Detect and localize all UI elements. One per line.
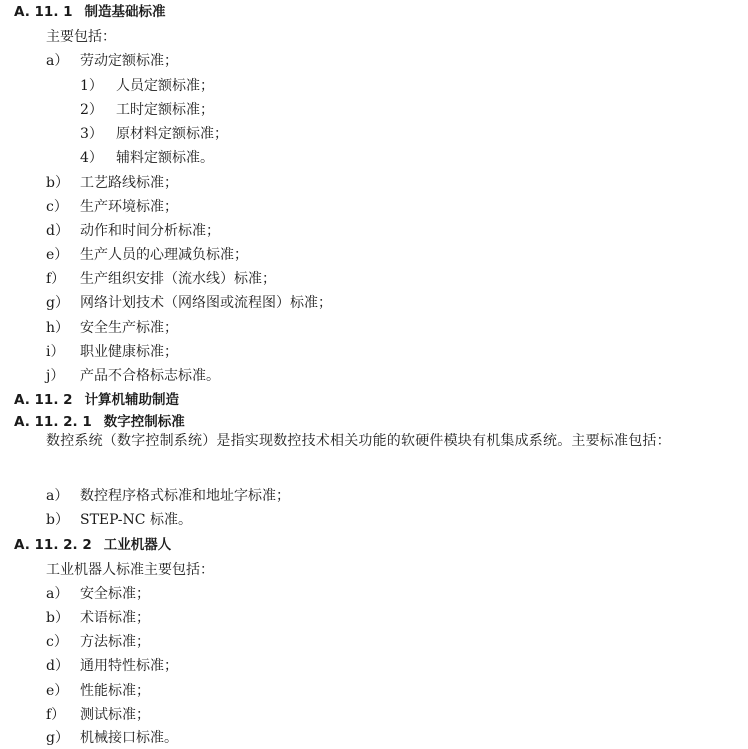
list-marker: e） <box>46 683 69 699</box>
list-text: 产品不合格标志标准。 <box>80 368 220 384</box>
list-text: 术语标准； <box>80 610 150 626</box>
list-text: 动作和时间分析标准； <box>80 223 220 239</box>
list-item <box>46 342 178 362</box>
list-item <box>46 681 150 701</box>
list-item <box>46 608 150 628</box>
list-item <box>46 221 220 241</box>
list-item <box>46 293 332 313</box>
list-text: 网络计划技术（网络图或流程图）标准； <box>80 295 332 311</box>
list-marker: i） <box>46 344 65 360</box>
list-item <box>46 366 220 386</box>
sub-list-item <box>80 76 214 96</box>
intro-text: 主要包括： <box>46 29 116 45</box>
list-marker: g） <box>46 295 69 311</box>
list-marker: b） <box>46 610 69 626</box>
heading-number: A. 11. 2 <box>14 392 73 408</box>
list-marker: 1） <box>80 78 103 94</box>
paragraph-cnc-system: 数控系统（数字控制系统）是指实现数控技术相关功能的软硬件模块有机集成系统。主要标准包括： <box>46 433 671 449</box>
list-item <box>46 656 178 676</box>
list-marker: c） <box>46 634 68 650</box>
list-marker: d） <box>46 658 69 674</box>
list-text: 工艺路线标准； <box>80 175 178 191</box>
sub-list-item <box>80 148 214 168</box>
list-marker: c） <box>46 199 68 215</box>
list-marker: a） <box>46 488 69 504</box>
list-text: STEP-NC 标准。 <box>80 512 192 528</box>
list-text: 原材料定额标准； <box>116 126 228 142</box>
heading-title: 数字控制标准 <box>103 414 185 430</box>
list-marker: g） <box>46 730 69 746</box>
list-text: 劳动定额标准； <box>80 53 178 69</box>
list-text: 机械接口标准。 <box>80 730 178 746</box>
intro-text: 工业机器人标准主要包括： <box>46 562 214 578</box>
list-item <box>46 245 248 265</box>
heading-number: A. 11. 1 <box>14 4 73 20</box>
list-text: 数控程序格式标准和地址字标准； <box>80 488 290 504</box>
list-marker: f） <box>46 271 66 287</box>
list-text: 安全标准； <box>80 586 150 602</box>
list-text: 工时定额标准； <box>116 102 214 118</box>
list-marker: 4） <box>80 150 103 166</box>
list-marker: e） <box>46 247 69 263</box>
heading-title: 制造基础标准 <box>84 4 166 20</box>
heading-a-11-2-2 <box>14 535 171 555</box>
heading-title: 计算机辅助制造 <box>84 392 180 408</box>
list-text: 职业健康标准； <box>80 344 178 360</box>
list-marker: a） <box>46 586 69 602</box>
list-item <box>46 51 178 71</box>
list-item <box>46 173 178 193</box>
heading-number: A. 11. 2. 2 <box>14 537 92 553</box>
list-item <box>46 197 178 217</box>
list-marker: j） <box>46 368 65 384</box>
heading-a-11-2-1 <box>14 412 185 432</box>
list-marker: h） <box>46 320 70 336</box>
list-marker: d） <box>46 223 69 239</box>
list-marker: f） <box>46 707 66 723</box>
heading-number: A. 11. 2. 1 <box>14 414 92 430</box>
list-text: 生产人员的心理减负标准； <box>80 247 248 263</box>
list-text: 性能标准； <box>80 683 150 699</box>
list-item <box>46 632 150 652</box>
list-marker: 2） <box>80 102 103 118</box>
list-marker: b） <box>46 512 69 528</box>
list-marker: b） <box>46 175 69 191</box>
list-item <box>46 486 290 506</box>
list-item <box>46 584 150 604</box>
list-item <box>46 728 178 748</box>
heading-a-11-1 <box>14 2 166 22</box>
list-marker: a） <box>46 53 69 69</box>
sub-list-item <box>80 100 214 120</box>
list-text: 生产环境标准； <box>80 199 178 215</box>
list-text: 方法标准； <box>80 634 150 650</box>
list-text: 通用特性标准； <box>80 658 178 674</box>
list-text: 安全生产标准； <box>80 320 178 336</box>
list-text: 测试标准； <box>80 707 150 723</box>
list-item <box>46 510 192 530</box>
sub-list-item <box>80 124 228 144</box>
list-text: 人员定额标准； <box>116 78 214 94</box>
list-item <box>46 705 150 725</box>
list-text: 生产组织安排（流水线）标准； <box>80 271 276 287</box>
list-item <box>46 269 276 289</box>
list-text: 辅料定额标准。 <box>116 150 214 166</box>
heading-a-11-2 <box>14 390 179 410</box>
list-marker: 3） <box>80 126 103 142</box>
list-item <box>46 318 178 338</box>
heading-title: 工业机器人 <box>103 537 172 553</box>
